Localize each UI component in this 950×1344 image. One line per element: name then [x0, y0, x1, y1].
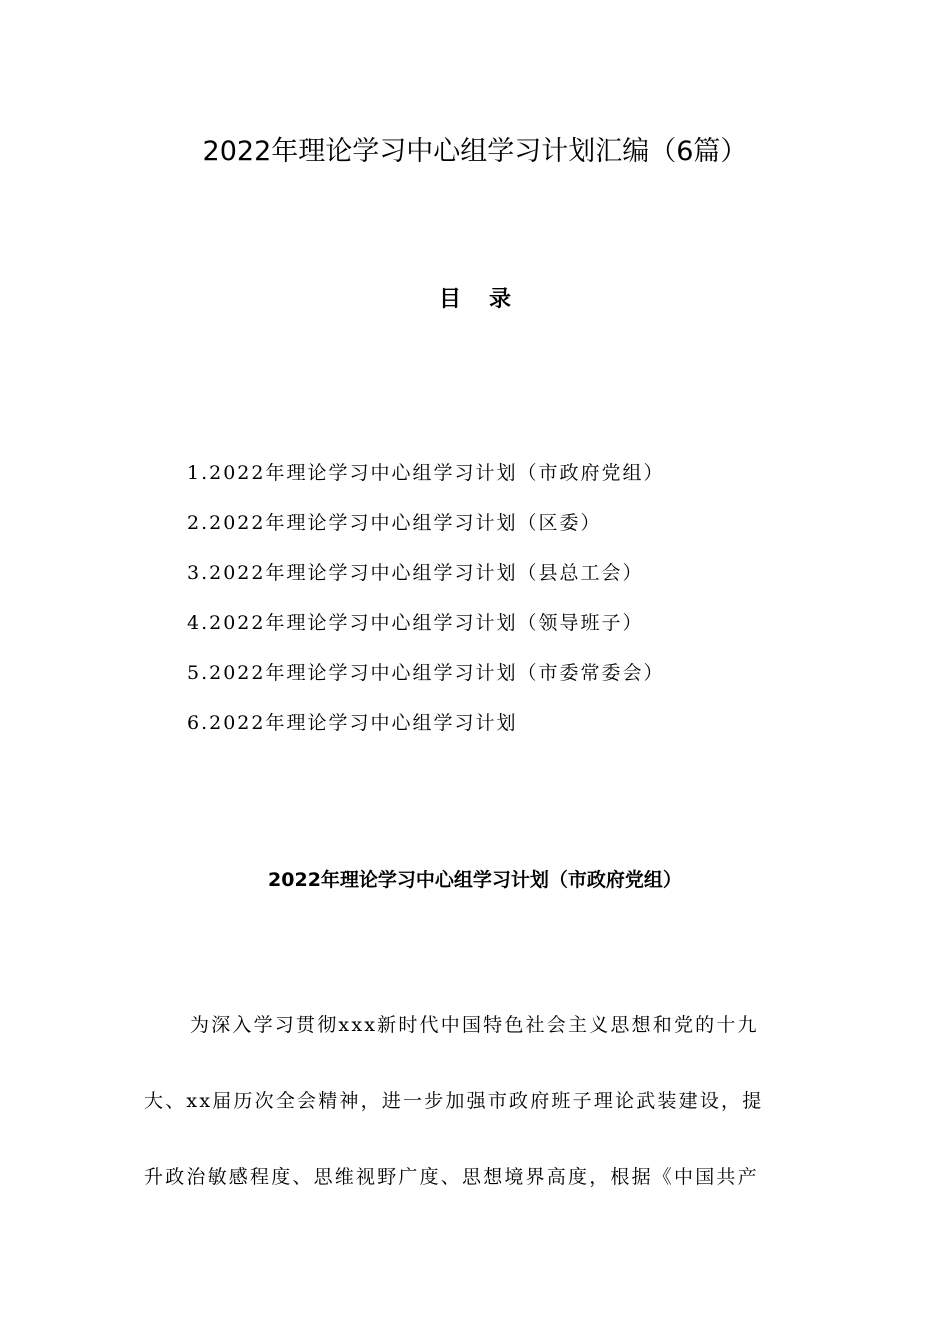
body-line: 升政治敏感程度、思维视野广度、思想境界高度，根据《中国共产 — [144, 1166, 759, 1188]
body-line: 大、xx届历次全会精神，进一步加强市政府班子理论武装建设，提 — [144, 1090, 764, 1112]
document-title: 2022年理论学习中心组学习计划汇编（6篇） — [202, 136, 748, 167]
toc-item: 6.2022年理论学习中心组学习计划 — [187, 712, 518, 734]
body-line: 为深入学习贯彻xxx新时代中国特色社会主义思想和党的十九 — [190, 1014, 759, 1036]
toc-item: 2.2022年理论学习中心组学习计划（区委） — [187, 512, 602, 534]
toc-item: 4.2022年理论学习中心组学习计划（领导班子） — [187, 612, 644, 634]
toc-item: 5.2022年理论学习中心组学习计划（市委常委会） — [187, 662, 665, 684]
table-of-contents — [187, 455, 664, 755]
toc-item: 1.2022年理论学习中心组学习计划（市政府党组） — [187, 462, 665, 484]
body-paragraph — [144, 1007, 804, 1235]
toc-heading: 目录 — [438, 287, 539, 312]
section-title: 2022年理论学习中心组学习计划（市政府党组） — [268, 869, 682, 891]
toc-item: 3.2022年理论学习中心组学习计划（县总工会） — [187, 562, 644, 584]
